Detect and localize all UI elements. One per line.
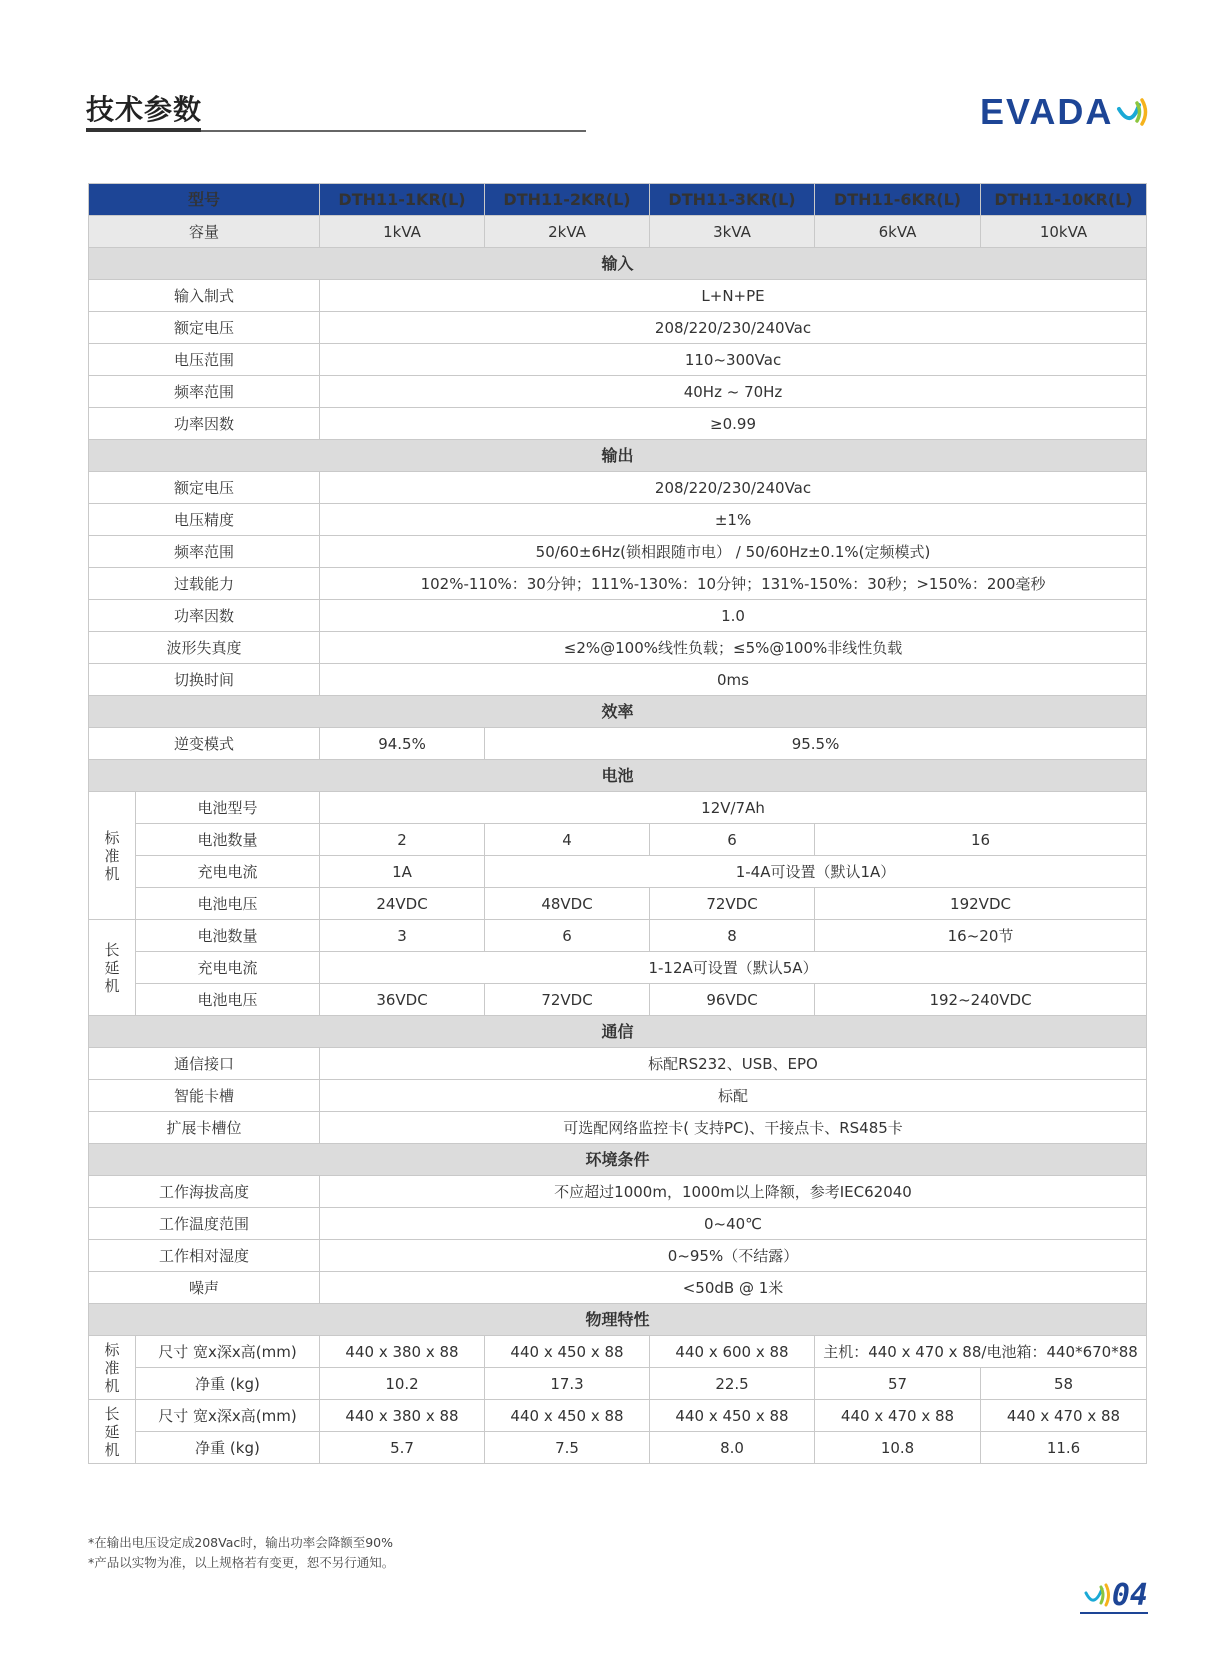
spec-row	[89, 632, 1147, 664]
row-value: 94.5%	[320, 728, 485, 760]
spec-row	[89, 1336, 1147, 1368]
row-value: 3	[320, 920, 485, 952]
section-input	[89, 248, 1147, 280]
row-value: 1-4A可设置（默认1A）	[485, 856, 1147, 888]
row-label: 净重 (kg)	[136, 1432, 320, 1464]
spec-row	[89, 312, 1147, 344]
footnote: *在输出电压设定成208Vac时，输出功率会降额至90%	[88, 1535, 394, 1550]
row-value: 标配RS232、USB、EPO	[320, 1048, 1147, 1080]
row-label: 充电电流	[136, 856, 320, 888]
row-value: 440 x 450 x 88	[485, 1400, 650, 1432]
row-label: 功率因数	[89, 600, 320, 632]
row-label: 净重 (kg)	[136, 1368, 320, 1400]
row-label: 电池数量	[136, 824, 320, 856]
row-value: 1.0	[320, 600, 1147, 632]
row-value: 0~95%（不结露）	[320, 1240, 1147, 1272]
row-label: 过载能力	[89, 568, 320, 600]
row-value: 0~40℃	[320, 1208, 1147, 1240]
row-value: 57	[815, 1368, 981, 1400]
spec-row	[89, 568, 1147, 600]
row-value: 10.8	[815, 1432, 981, 1464]
group-label-standard: 标准机	[89, 792, 136, 920]
row-label: 充电电流	[136, 952, 320, 984]
row-value: 95.5%	[485, 728, 1147, 760]
row-value: 16	[815, 824, 1147, 856]
spec-row	[89, 472, 1147, 504]
spec-row	[89, 1208, 1147, 1240]
row-value: 72VDC	[485, 984, 650, 1016]
footnote: *产品以实物为准，以上规格若有变更，恕不另行通知。	[88, 1555, 395, 1570]
row-value: 102%-110%：30分钟；111%-130%：10分钟；131%-150%：30秒；>150%：200毫秒	[320, 568, 1147, 600]
row-label: 电压范围	[89, 344, 320, 376]
model-label: 型号	[89, 184, 320, 216]
capacity-value: 6kVA	[815, 216, 981, 248]
spec-row	[89, 376, 1147, 408]
row-value: 6	[650, 824, 815, 856]
row-value: 192VDC	[815, 888, 1147, 920]
section-efficiency	[89, 696, 1147, 728]
row-value: 主机：440 x 470 x 88/电池箱：440*670*88	[815, 1336, 1147, 1368]
section-output	[89, 440, 1147, 472]
row-label: 尺寸 宽x深x高(mm)	[136, 1336, 320, 1368]
row-value: 11.6	[981, 1432, 1147, 1464]
row-value: <50dB @ 1米	[320, 1272, 1147, 1304]
group-label-long: 长延机	[89, 920, 136, 1016]
row-value: 24VDC	[320, 888, 485, 920]
spec-row	[89, 504, 1147, 536]
spec-row	[89, 728, 1147, 760]
row-label: 波形失真度	[89, 632, 320, 664]
row-label: 工作海拔高度	[89, 1176, 320, 1208]
row-label: 电池型号	[136, 792, 320, 824]
row-value: 2	[320, 824, 485, 856]
model-name: DTH11-10KR(L)	[981, 184, 1147, 216]
model-name: DTH11-6KR(L)	[815, 184, 981, 216]
row-label: 通信接口	[89, 1048, 320, 1080]
capacity-value: 2kVA	[485, 216, 650, 248]
row-value: 6	[485, 920, 650, 952]
spec-row	[89, 984, 1147, 1016]
capacity-label: 容量	[89, 216, 320, 248]
capacity-value: 3kVA	[650, 216, 815, 248]
spec-row	[89, 536, 1147, 568]
page-wave-icon	[1084, 1581, 1112, 1609]
section-comm	[89, 1016, 1147, 1048]
model-header-row	[89, 184, 1147, 216]
title-underline	[86, 130, 586, 132]
spec-row	[89, 1432, 1147, 1464]
signal-waves-icon	[1115, 95, 1149, 129]
row-value: 208/220/230/240Vac	[320, 472, 1147, 504]
row-value: 58	[981, 1368, 1147, 1400]
row-label: 噪声	[89, 1272, 320, 1304]
row-value: 440 x 600 x 88	[650, 1336, 815, 1368]
model-name: DTH11-1KR(L)	[320, 184, 485, 216]
page-number	[1080, 1578, 1148, 1612]
row-value: ≤2%@100%线性负载；≤5%@100%非线性负载	[320, 632, 1147, 664]
row-value: 8.0	[650, 1432, 815, 1464]
spec-row	[89, 344, 1147, 376]
spec-row	[89, 1112, 1147, 1144]
row-label: 额定电压	[89, 312, 320, 344]
section-title: 输入	[89, 248, 1147, 280]
row-label: 电池电压	[136, 888, 320, 920]
section-title: 环境条件	[89, 1144, 1147, 1176]
spec-row	[89, 408, 1147, 440]
row-label: 智能卡槽	[89, 1080, 320, 1112]
spec-row	[89, 920, 1147, 952]
capacity-value: 1kVA	[320, 216, 485, 248]
row-value: 5.7	[320, 1432, 485, 1464]
spec-row	[89, 1080, 1147, 1112]
section-environment	[89, 1144, 1147, 1176]
row-value: 440 x 380 x 88	[320, 1400, 485, 1432]
row-value: 10.2	[320, 1368, 485, 1400]
row-value: 4	[485, 824, 650, 856]
row-value: 标配	[320, 1080, 1147, 1112]
section-title: 电池	[89, 760, 1147, 792]
row-value: L+N+PE	[320, 280, 1147, 312]
row-value: 16~20节	[815, 920, 1147, 952]
model-name: DTH11-2KR(L)	[485, 184, 650, 216]
row-label: 输入制式	[89, 280, 320, 312]
row-value: 1A	[320, 856, 485, 888]
row-label: 电池电压	[136, 984, 320, 1016]
spec-row	[89, 1368, 1147, 1400]
section-title: 物理特性	[89, 1304, 1147, 1336]
row-value: 440 x 470 x 88	[981, 1400, 1147, 1432]
row-value: 可选配网络监控卡( 支持PC)、干接点卡、RS485卡	[320, 1112, 1147, 1144]
group-label-long: 长延机	[89, 1400, 136, 1464]
section-battery	[89, 760, 1147, 792]
row-value: 48VDC	[485, 888, 650, 920]
row-value: 1-12A可设置（默认5A）	[320, 952, 1147, 984]
row-label: 切换时间	[89, 664, 320, 696]
row-value: 36VDC	[320, 984, 485, 1016]
row-label: 工作温度范围	[89, 1208, 320, 1240]
row-label: 频率范围	[89, 536, 320, 568]
row-value: 440 x 450 x 88	[485, 1336, 650, 1368]
page-number-text: 04	[1111, 1577, 1148, 1613]
row-value: 192~240VDC	[815, 984, 1147, 1016]
row-label: 尺寸 宽x深x高(mm)	[136, 1400, 320, 1432]
row-value: 440 x 450 x 88	[650, 1400, 815, 1432]
page-title: 技术参数	[86, 93, 203, 126]
row-value: 7.5	[485, 1432, 650, 1464]
spec-row	[89, 600, 1147, 632]
row-value: 40Hz ~ 70Hz	[320, 376, 1147, 408]
row-label: 工作相对湿度	[89, 1240, 320, 1272]
spec-row	[89, 1048, 1147, 1080]
spec-row	[89, 824, 1147, 856]
spec-row	[89, 664, 1147, 696]
section-title: 效率	[89, 696, 1147, 728]
spec-row	[89, 1400, 1147, 1432]
spec-row	[89, 280, 1147, 312]
row-label: 功率因数	[89, 408, 320, 440]
row-value: 17.3	[485, 1368, 650, 1400]
row-value: 440 x 470 x 88	[815, 1400, 981, 1432]
row-value: 8	[650, 920, 815, 952]
row-value: 440 x 380 x 88	[320, 1336, 485, 1368]
row-label: 频率范围	[89, 376, 320, 408]
group-label-standard: 标准机	[89, 1336, 136, 1400]
evada-logo	[980, 90, 1150, 134]
row-value: 208/220/230/240Vac	[320, 312, 1147, 344]
spec-row	[89, 1240, 1147, 1272]
section-title: 通信	[89, 1016, 1147, 1048]
row-value: 0ms	[320, 664, 1147, 696]
row-value: 110~300Vac	[320, 344, 1147, 376]
spec-row	[89, 952, 1147, 984]
footnotes	[88, 1533, 394, 1573]
row-label: 逆变模式	[89, 728, 320, 760]
row-value: ±1%	[320, 504, 1147, 536]
section-title: 输出	[89, 440, 1147, 472]
model-name: DTH11-3KR(L)	[650, 184, 815, 216]
row-value: ≥0.99	[320, 408, 1147, 440]
row-label: 扩展卡槽位	[89, 1112, 320, 1144]
capacity-value: 10kVA	[981, 216, 1147, 248]
row-label: 额定电压	[89, 472, 320, 504]
row-label: 电压精度	[89, 504, 320, 536]
row-value: 22.5	[650, 1368, 815, 1400]
spec-row	[89, 1176, 1147, 1208]
page-number-underline	[1080, 1612, 1148, 1614]
row-value: 72VDC	[650, 888, 815, 920]
capacity-row	[89, 216, 1147, 248]
row-value: 12V/7Ah	[320, 792, 1147, 824]
row-label: 电池数量	[136, 920, 320, 952]
logo-text: EVADA	[980, 91, 1114, 132]
row-value: 50/60±6Hz(锁相跟随市电） / 50/60Hz±0.1%(定频模式)	[320, 536, 1147, 568]
spec-row	[89, 856, 1147, 888]
spec-row	[89, 888, 1147, 920]
row-value: 96VDC	[650, 984, 815, 1016]
spec-table	[88, 183, 1147, 1464]
row-value: 不应超过1000m，1000m以上降额，参考IEC62040	[320, 1176, 1147, 1208]
spec-row	[89, 1272, 1147, 1304]
section-physical	[89, 1304, 1147, 1336]
spec-row	[89, 792, 1147, 824]
